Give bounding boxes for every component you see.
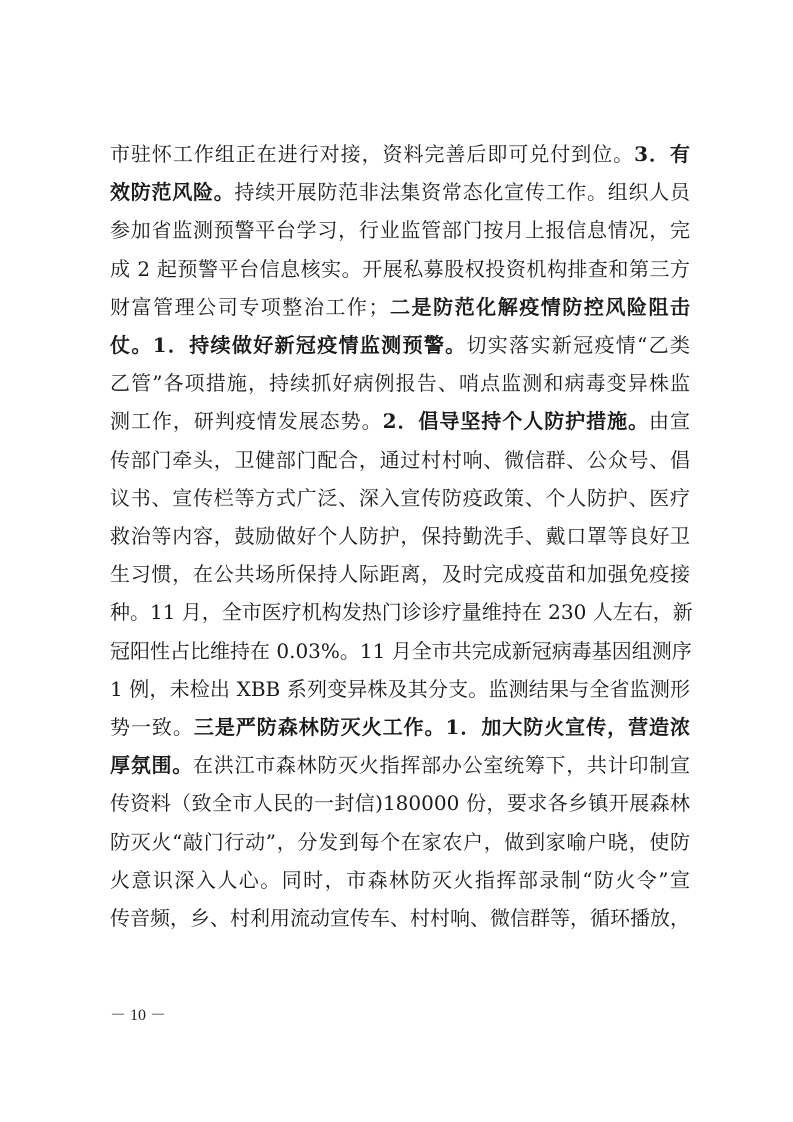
text-segment: 议书、宣传栏等方式广泛、深入宣传防疫政策、个人防护、医疗 [110, 485, 690, 510]
text-line [110, 441, 690, 479]
text-line [110, 326, 690, 364]
text-line [110, 135, 690, 173]
bold-text-segment: 效防范风险。 [110, 180, 235, 205]
text-line [110, 746, 690, 784]
text-segment: 持续开展防范非法集资常态化宣传工作。组织人员 [234, 180, 691, 205]
text-line [110, 861, 690, 899]
bold-text-segment: 2．倡导坚持个人防护措施。 [382, 409, 650, 434]
text-segment: 由宣 [649, 409, 691, 434]
text-line [110, 593, 693, 631]
text-segment: 市驻怀工作组正在进行对接，资料完善后即可兑付到位。 [110, 142, 635, 166]
page-number: － 10 － [110, 1007, 167, 1024]
text-line [110, 517, 690, 555]
text-segment: 测工作，研判疫情发展态势。 [110, 409, 383, 434]
text-segment: 火意识深入人心。同时，市森林防灭火指挥部录制“防火令”宣 [110, 867, 690, 892]
text-segment: 生习惯，在公共场所保持人际距离，及时完成疫苗和加强免疫接 [110, 562, 690, 587]
text-segment: 参加省监测预警平台学习，行业监管部门按月上报信息情况，完 [110, 218, 690, 243]
text-segment: 种。11 月，全市医疗机构发热门诊诊疗量维持在 230 人左右，新 [110, 600, 693, 625]
bold-text-segment: 三是严防森林防灭火工作。1．加大防火宣传，营造浓 [193, 715, 691, 739]
text-line [110, 288, 690, 326]
bold-text-segment: 3．有 [634, 142, 691, 166]
text-segment: 1 例，未检出 XBB 系列变异株及其分支。监测结果与全省监测形 [110, 676, 690, 701]
text-line [110, 364, 690, 402]
text-segment: 财富管理公司专项整治工作； [110, 294, 389, 319]
bold-text-segment: 厚氛围。 [110, 753, 193, 778]
text-segment: 切实落实新冠疫情“乙类 [466, 333, 690, 357]
text-segment: 救治等内容，鼓励做好个人防护，保持勤洗手、戴口罩等良好卫 [110, 524, 690, 548]
bold-text-segment: 仗。1．持续做好新冠疫情监测预警。 [110, 333, 467, 357]
text-line [110, 670, 690, 708]
text-line [110, 211, 690, 249]
text-segment: 传资料（致全市人民的一封信)180000 份，要求各乡镇开展森林 [110, 791, 690, 816]
text-segment: 传音频，乡、村利用流动宣传车、村村响、微信群等，循环播放， [110, 906, 690, 930]
text-line [110, 823, 690, 861]
text-segment: 防灭火“敲门行动”，分发到每个在家农户，做到家喻户晓，使防 [110, 829, 690, 854]
text-segment: 势一致。 [110, 715, 194, 739]
text-line [110, 173, 690, 211]
text-line [110, 555, 690, 593]
text-segment: 传部门牵头，卫健部门配合，通过村村响、微信群、公众号、倡 [110, 447, 690, 472]
text-segment: 乙管”各项措施，持续抓好病例报告、哨点监测和病毒变异株监 [110, 371, 690, 396]
text-line [110, 250, 690, 288]
bold-text-segment: 二是防范化解疫情防控风险阻击 [388, 294, 691, 319]
text-line [110, 479, 690, 517]
text-line [110, 899, 690, 937]
text-segment: 成 2 起预警平台信息核实。开展私募股权投资机构排查和第三方 [110, 256, 690, 281]
text-segment: 在洪江市森林防灭火指挥部办公室统筹下，共计印制宣 [192, 753, 691, 778]
text-line [110, 402, 690, 440]
text-line [110, 632, 690, 670]
text-line [110, 784, 690, 822]
text-segment: 冠阳性占比维持在 0.03%。11 月全市共完成新冠病毒基因组测序 [110, 638, 692, 663]
text-line [110, 708, 690, 746]
